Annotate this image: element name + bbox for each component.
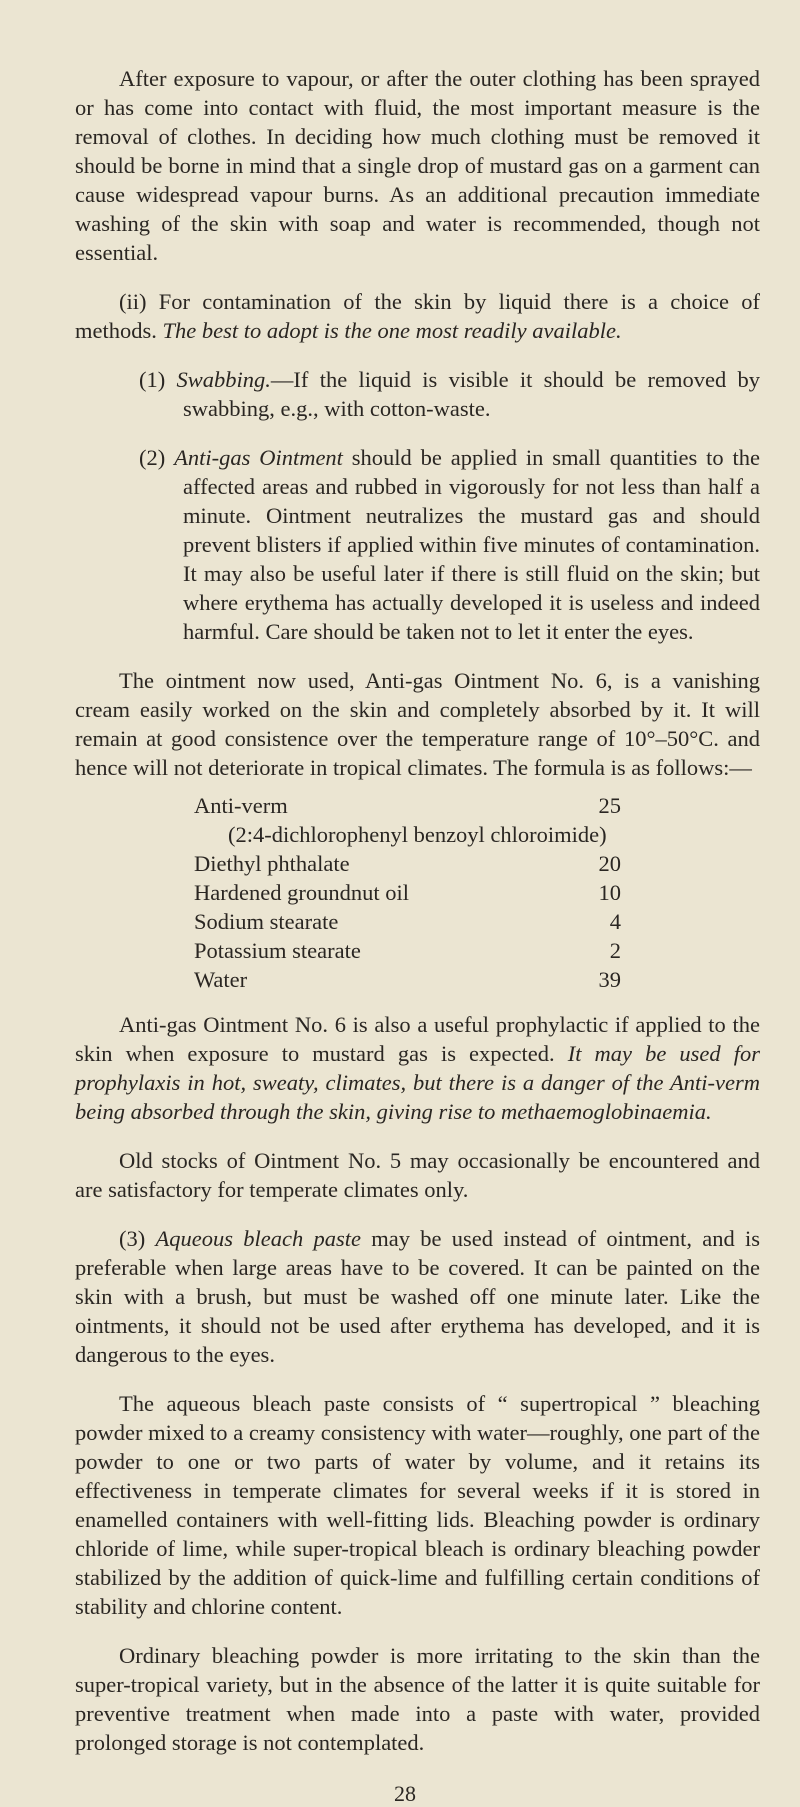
- contamination-italic-text: The best to adopt is the one most readily available.: [162, 318, 622, 343]
- method-item-swabbing: [75, 365, 760, 423]
- formula-row: [194, 907, 621, 936]
- paragraph-ointment-no-6: The ointment now used, Anti-gas Ointment No. 6, is a vanishing cream easily worked on the skin and completely absorbed by it. It will remain at good consistence over the temperature range of 10°–50°C. and hence will not deteriorate in tropical climates. The formula is as follows:—: [75, 668, 760, 780]
- item-number: (1): [139, 367, 177, 392]
- formula-row: [194, 965, 621, 994]
- item-number: (2): [139, 445, 175, 470]
- paragraph-contamination-methods: [75, 287, 760, 345]
- formula-row: [194, 849, 621, 878]
- formula-row: [194, 878, 621, 907]
- ingredient-name: Diethyl phthalate: [194, 851, 350, 876]
- formula-row: [194, 791, 621, 820]
- ingredient-name: (2:4-dichlorophenyl benzoyl chloroimide): [228, 822, 607, 847]
- ingredient-amount: 2: [609, 938, 621, 963]
- formula-row: [194, 820, 621, 849]
- ingredient-amount: 25: [598, 793, 621, 818]
- item-number: (3): [119, 1226, 156, 1251]
- item-text: may be used instead of ointment, and is preferable when large areas have to be covered. It can be painted on the skin with a brush, but must be washed off one minute later. Like the ointments, it should not be used after erythema has developed, and it is dangerous to the eyes.: [75, 1226, 760, 1367]
- item-title: Anti-gas Ointment: [174, 445, 343, 470]
- prophylactic-italic-text: It may be used for prophylaxis in hot, sweaty, climates, but there is a danger of the Anti-verm being absorbed through the skin, giving rise to methaemoglobinaemia.: [75, 1041, 761, 1124]
- item-title: Swabbing.: [176, 367, 271, 392]
- paragraph-bleach-composition: The aqueous bleach paste consists of “ supertropical ” bleaching powder mixed to a creamy consistency with water—roughly, one part of the powder to one or two parts of water by volume, and it retains its effectiveness in temperate climates for several weeks if it is stored in enamelled containers with well-fitting lids. Bleaching powder is ordinary chloride of lime, while super-tropical bleach is ordinary bleaching powder stabilized by the addition of quick-lime and fulfilling certain conditions of stability and chlorine content.: [75, 1391, 760, 1619]
- method-item-bleach-paste: [75, 1224, 760, 1369]
- contamination-text: (ii) For contamination of the skin by liquid there is a choice of methods.: [75, 289, 760, 343]
- paragraph-prophylactic: [75, 1010, 760, 1126]
- ingredient-amount: 39: [598, 967, 621, 992]
- prophylactic-text: Anti-gas Ointment No. 6 is also a useful prophylactic if applied to the skin when exposure to mustard gas is expected.: [75, 1012, 760, 1066]
- ingredient-name: Sodium stearate: [194, 909, 339, 934]
- item-text: should be applied in small quantities to the affected areas and rubbed in vigorously for not less than half a minute. Ointment neutralizes the mustard gas and should prevent blisters if applied within five minutes of contamination. It may also be useful later if there is still fluid on the skin; but where erythema has actually developed it is useless and indeed harmful. Care should be taken not to let it enter the eyes.: [183, 445, 760, 644]
- method-item-ointment: [75, 443, 760, 646]
- ingredient-name: Water: [194, 967, 248, 992]
- ingredient-amount: 4: [609, 909, 621, 934]
- paragraph-old-stocks: Old stocks of Ointment No. 5 may occasionally be encountered and are satisfactory for temperate climates only.: [75, 1148, 760, 1202]
- ingredient-name: Hardened groundnut oil: [194, 880, 409, 905]
- formula-row: [194, 936, 621, 965]
- ingredient-name: Anti-verm: [194, 793, 288, 818]
- item-text: —If the liquid is visible it should be removed by swabbing, e.g., with cotton-waste.: [183, 367, 760, 421]
- paragraph-removal-of-clothes: After exposure to vapour, or after the outer clothing has been sprayed or has come into contact with fluid, the most important measure is the removal of clothes. In deciding how much clothing must be removed it should be borne in mind that a single drop of mustard gas on a garment can cause widespread vapour burns. As an additional precaution immediate washing of the skin with soap and water is recommended, though not essential.: [75, 66, 760, 265]
- ingredient-amount: 20: [598, 851, 621, 876]
- ingredient-name: Potassium stearate: [194, 938, 361, 963]
- ingredient-amount: 10: [598, 880, 621, 905]
- paragraph-ordinary-bleaching: Ordinary bleaching powder is more irritating to the skin than the super-tropical variety, but in the absence of the latter it is quite suitable for preventive treatment when made into a paste with water, provided prolonged storage is not contemplated.: [75, 1643, 760, 1755]
- item-title: Aqueous bleach paste: [155, 1226, 362, 1251]
- formula-table: [194, 791, 621, 994]
- page-number: 28: [394, 1781, 416, 1806]
